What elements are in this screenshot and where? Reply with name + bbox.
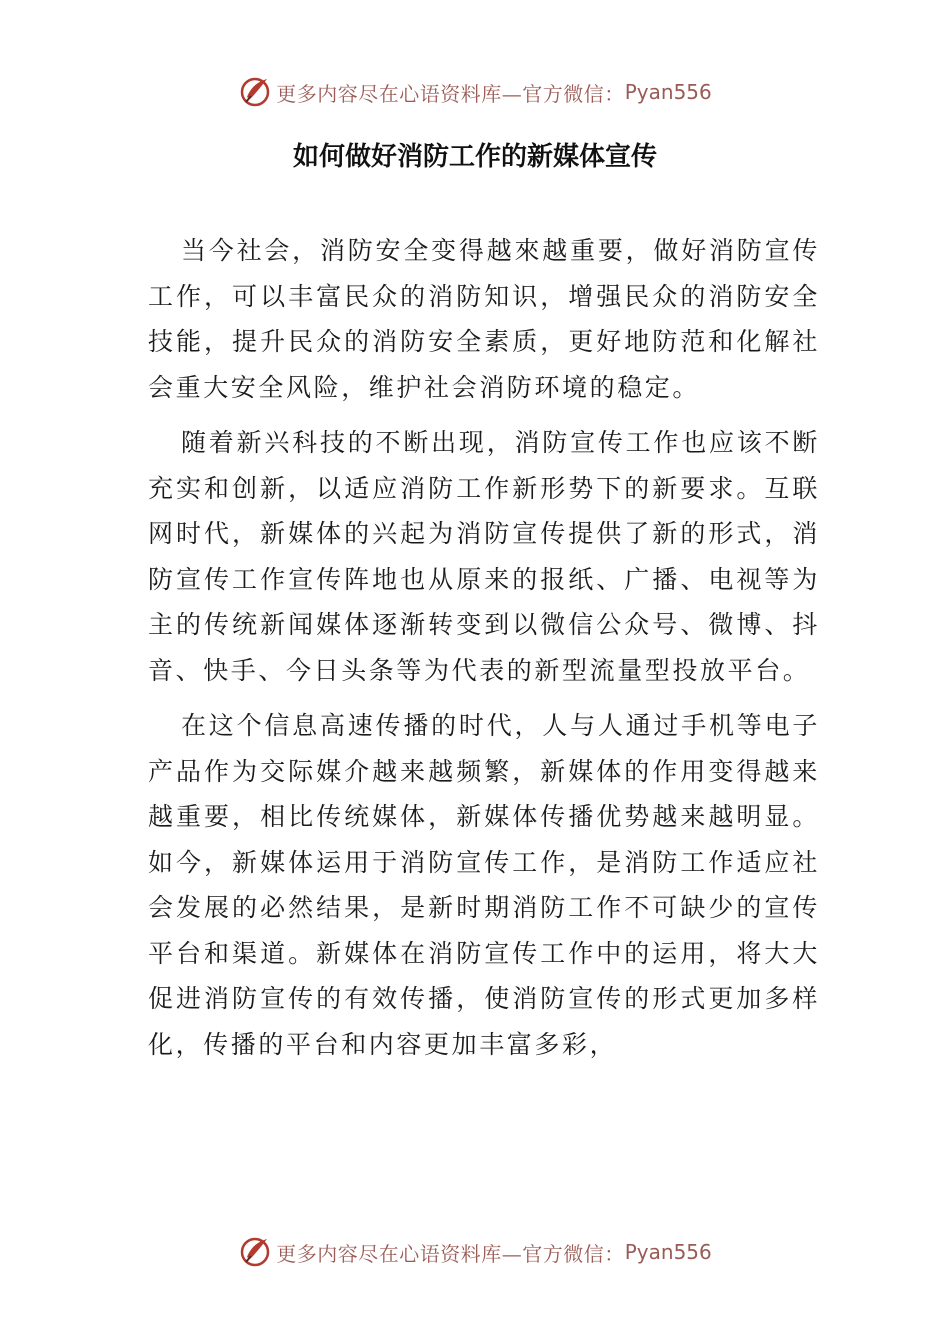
document-body [148,228,820,1077]
header-watermark-text: 更多内容尽在心语资料库—官方微信： [276,81,625,106]
paragraph-2: 随着新兴科技的不断出现，消防宣传工作也应该不断充实和创新，以适应消防工作新形势下的新要求。互联网时代，新媒体的兴起为消防宣传提供了新的形式，消防宣传工作宣传阵地也从原来的报纸、广播、电视等为主的传统新闻媒体逐渐转变到以微信公众号、微博、抖音、快手、今日头条等为代表的新型流量型投放平台。 [148,428,820,685]
header-wechat-id: Pyan556 [624,80,712,104]
paragraph-1: 当今社会，消防安全变得越來越重要，做好消防宣传工作，可以丰富民众的消防知识，增强民众的消防安全技能，提升民众的消防安全素质，更好地防范和化解社会重大安全风险，维护社会消防环境的稳定。 [148,236,820,402]
footer-wechat-id: Pyan556 [624,1240,712,1264]
footer-watermark [0,1232,950,1272]
header-watermark [0,72,950,112]
quill-logo-icon [238,1235,272,1269]
quill-logo-icon [238,75,272,109]
footer-watermark-text: 更多内容尽在心语资料库—官方微信： [276,1241,625,1266]
paragraph-3: 在这个信息高速传播的时代，人与人通过手机等电子产品作为交际媒介越来越频繁，新媒体的作用变得越来越重要，相比传统媒体，新媒体传播优势越来越明显。如今，新媒体运用于消防宣传工作，是消防工作适应社会发展的必然结果，是新时期消防工作不可缺少的宣传平台和渠道。新媒体在消防宣传工作中的运用，将大大促进消防宣传的有效传播，使消防宣传的形式更加多样化，传播的平台和内容更加丰富多彩， [148,711,820,1059]
document-title: 如何做好消防工作的新媒体宣传 [292,142,657,172]
